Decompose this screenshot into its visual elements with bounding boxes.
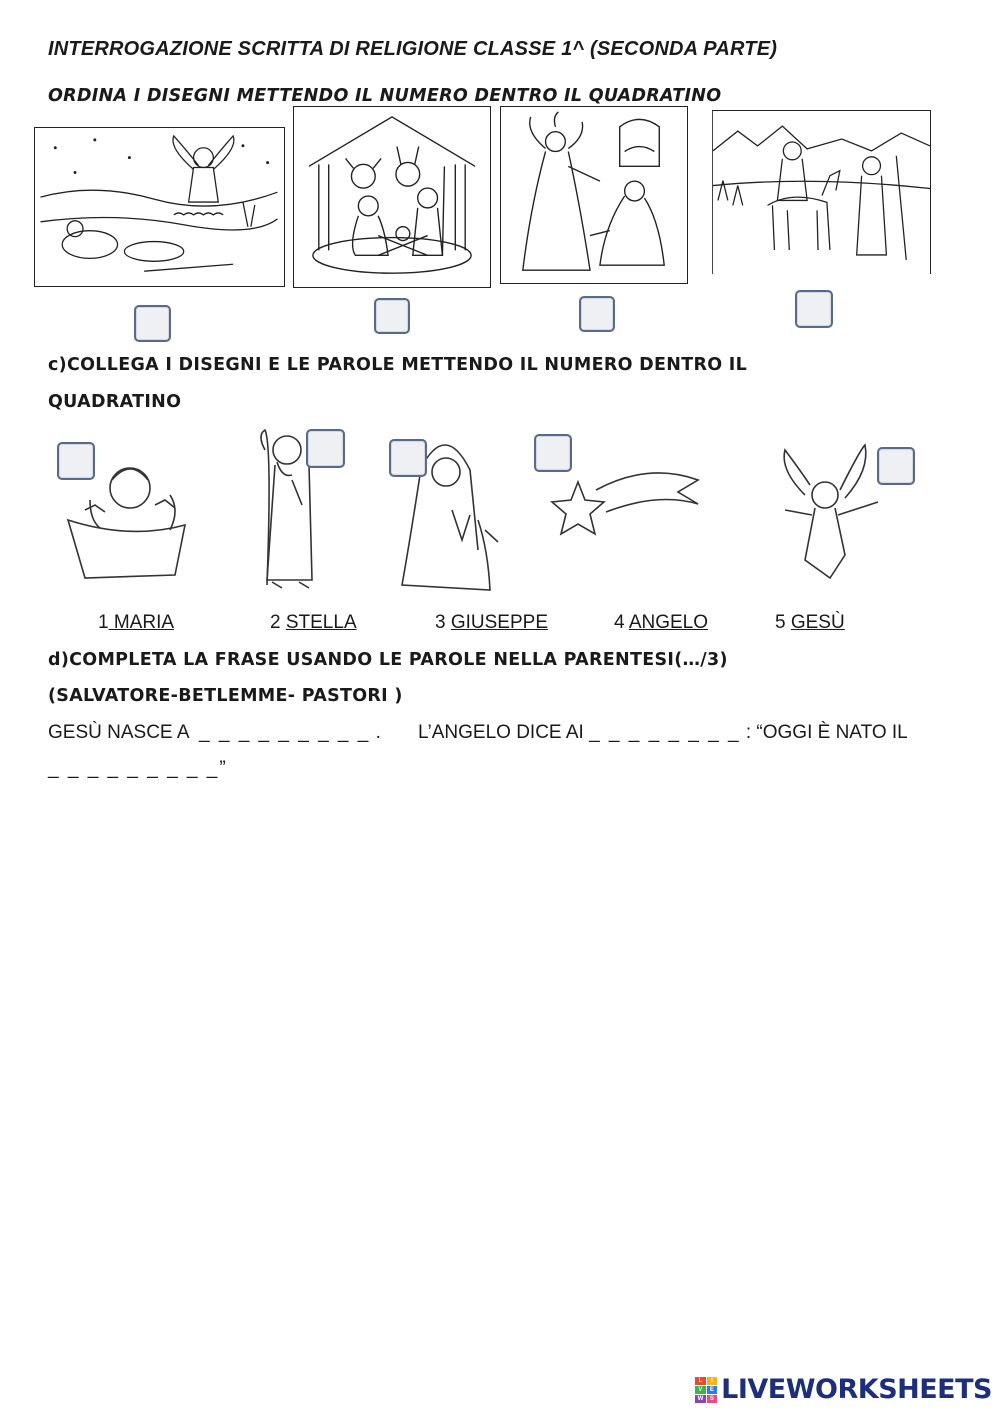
word-option-1 [98, 612, 174, 634]
picture-shepherds-and-angel [34, 127, 285, 287]
sentence-line-1 [48, 722, 381, 744]
page-title: INTERROGAZIONE SCRITTA DI RELIGIONE CLASSE 1^ (SECONDA PARTE) [48, 38, 778, 60]
order-input-4[interactable] [795, 290, 833, 328]
word-number: 4 [614, 612, 625, 633]
nativity-drawing [294, 107, 490, 287]
section-b-instruction: ORDINA I DISEGNI METTENDO IL NUMERO DENTRO IL QUADRATINO [48, 86, 722, 106]
sentence-line-2 [48, 758, 226, 780]
picture-journey-to-bethlehem [712, 110, 931, 274]
figure-star [548, 462, 708, 552]
order-input-3[interactable] [579, 296, 615, 332]
word-bank: (SALVATORE-BETLEMME- PASTORI ) [48, 686, 403, 706]
blank-salvatore[interactable]: _ _ _ _ _ _ _ _ _ [48, 758, 220, 779]
sentence-text: L’ANGELO DICE AI [418, 722, 584, 743]
logo-text: LIVEWORKSHEETS [721, 1374, 992, 1405]
section-c-instruction-cont: QUADRATINO [48, 392, 182, 412]
match-input-baby[interactable] [57, 442, 95, 480]
sentence-text: . [375, 722, 381, 743]
match-input-star[interactable] [534, 434, 572, 472]
order-input-1[interactable] [134, 305, 171, 342]
picture-nativity-stable [293, 106, 491, 288]
blank-pastori[interactable]: _ _ _ _ _ _ _ _ [589, 722, 741, 743]
word-option-4 [614, 612, 708, 634]
sentence-text: GESÙ NASCE A [48, 722, 189, 743]
word-number: 5 [775, 612, 786, 633]
word-option-5 [775, 612, 845, 634]
picture-annunciation [500, 106, 688, 284]
journey-drawing [713, 111, 930, 274]
word-number: 3 [435, 612, 446, 633]
word-number: 1 [98, 612, 109, 633]
word-label: GESÙ [790, 612, 845, 633]
match-input-joseph[interactable] [306, 429, 345, 468]
word-label: STELLA [285, 612, 357, 633]
word-number: 2 [270, 612, 281, 633]
word-label: ANGELO [628, 612, 709, 633]
word-option-3 [435, 612, 548, 634]
sentence-text: ” [219, 758, 226, 779]
match-input-angel[interactable] [877, 447, 915, 485]
shepherds-drawing [35, 128, 284, 286]
liveworksheets-logo[interactable] [695, 1374, 992, 1405]
word-label: MARIA [108, 612, 175, 633]
word-label: GIUSEPPE [450, 612, 549, 633]
figure-angel [770, 440, 888, 585]
section-c-instruction: c)COLLEGA I DISEGNI E LE PAROLE METTENDO IL NUMERO DENTRO IL [48, 355, 748, 375]
match-input-mary[interactable] [389, 439, 427, 477]
blank-betlemme[interactable]: _ _ _ _ _ _ _ _ _ [199, 722, 371, 743]
word-option-2 [270, 612, 357, 634]
section-d-instruction: d)COMPLETA LA FRASE USANDO LE PAROLE NELLA PARENTESI(…/3) [48, 650, 728, 670]
sentence-line-1b [418, 722, 908, 744]
logo-mark-icon: L I V E W S [695, 1377, 717, 1403]
order-input-2[interactable] [374, 298, 410, 334]
annunciation-drawing [501, 107, 687, 283]
sentence-text: : “OGGI È NATO IL [745, 722, 908, 743]
